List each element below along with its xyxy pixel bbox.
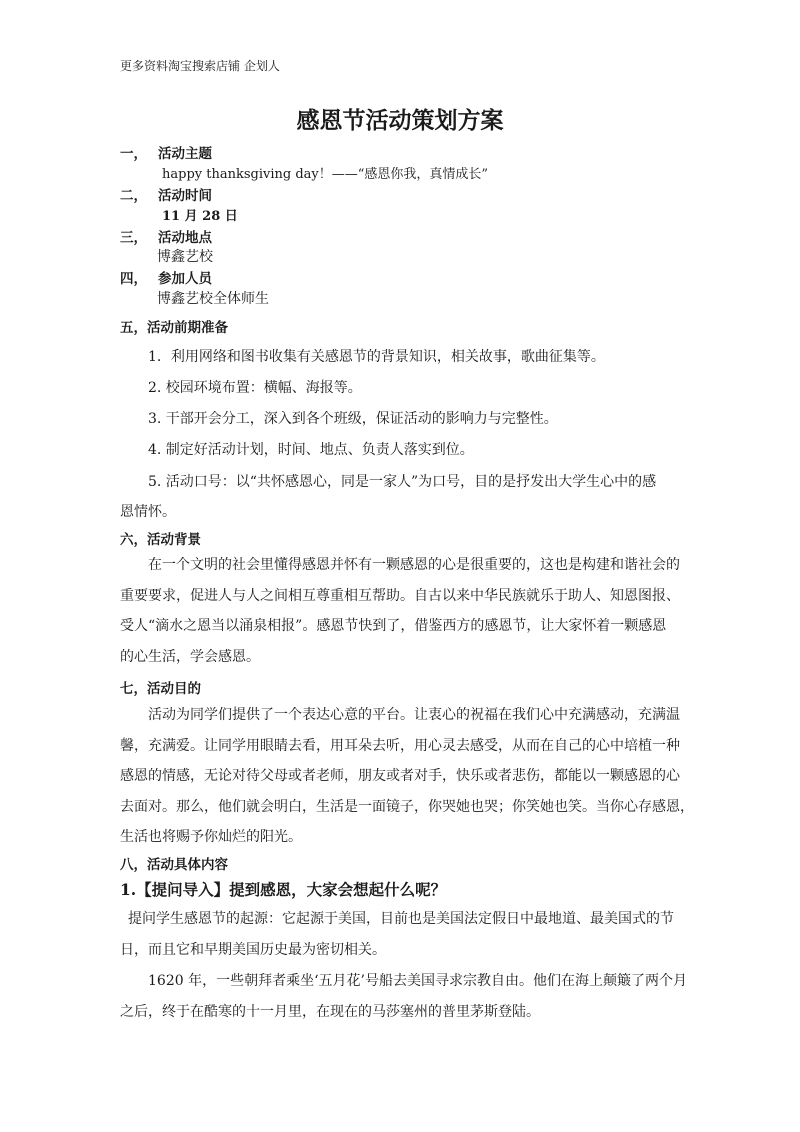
list-item: 5. 活动口号：以“共怀感恩心，同是一家人”为口号，目的是抒发出大学生心中的感 (148, 474, 657, 490)
section-1-heading (120, 142, 212, 162)
section-2-heading (120, 184, 212, 204)
list-item: 4. 制定好活动计划，时间、地点、负责人落实到位。 (148, 442, 474, 458)
section-6-heading: 六，活动背景 (120, 532, 201, 548)
section-4-title: 参加人员 (158, 271, 212, 287)
list-item-continuation: 恩情怀。 (120, 504, 176, 520)
document-title: 感恩节活动策划方案 (296, 107, 504, 134)
section-1-content: happy thanksgiving day！——“感恩你我，真情成长” (162, 167, 489, 182)
paragraph-line: 在一个文明的社会里懂得感恩并怀有一颗感恩的心是很重要的，这也是构建和谐社会的 (148, 557, 680, 573)
section-4-number: 四， (120, 271, 147, 287)
section-4-content: 博鑫艺校全体师生 (157, 291, 269, 307)
paragraph-line: 受人“滴水之恩当以涌泉相报”。感恩节快到了，借鉴西方的感恩节，让大家怀着一颗感恩 (120, 618, 667, 634)
section-8-subheading: 1.【提问导入】提到感恩，大家会想起什么呢？ (120, 880, 447, 899)
paragraph-line: 活动为同学们提供了一个表达心意的平台。让衷心的祝福在我们心中充满感动，充满温 (148, 707, 680, 723)
paragraph-line: 生活也将赐予你灿烂的阳光。 (120, 829, 302, 845)
section-2-content: 11 月 28 日 (162, 209, 238, 224)
section-1-number: 一， (120, 146, 147, 162)
section-3-title: 活动地点 (158, 230, 212, 246)
paragraph-line: 重要要求，促进人与人之间相互尊重相互帮助。自古以来中华民族就乐于助人、知恩图报、 (120, 587, 680, 604)
section-2-number: 二， (120, 188, 147, 204)
section-8-paragraph-2 (120, 966, 687, 1027)
paragraph-line: 之后，终于在酷寒的十一月里，在现在的马莎塞州的普里茅斯登陆。 (120, 1003, 540, 1020)
paragraph-line: 日，而且它和早期美国历史最为密切相关。 (120, 941, 386, 958)
paragraph-line: 感恩的情感，无论对待父母或者老师，朋友或者对手，快乐或者悲伤，都能以一颗感恩的心 (120, 768, 680, 784)
list-item: 2. 校园环境布置：横幅、海报等。 (148, 380, 362, 396)
paragraph-line: 馨，充满爱。让同学用眼睛去看，用耳朵去听，用心灵去感受，从而在自己的心中培植一种 (120, 737, 680, 754)
list-item: 3. 干部开会分工，深入到各个班级，保证活动的影响力与完整性。 (148, 411, 558, 427)
section-8-paragraph-1 (120, 904, 684, 965)
header-note: 更多资料淘宝搜索店铺 企划人 (120, 59, 280, 73)
section-7-paragraph (120, 700, 694, 853)
section-3-content: 博鑫艺校 (157, 249, 213, 265)
section-5-heading: 五，活动前期准备 (120, 320, 228, 336)
list-item: 1．利用网络和图书收集有关感恩节的背景知识，相关故事，歌曲征集等。 (148, 349, 605, 365)
section-7-heading: 七，活动目的 (120, 681, 201, 697)
section-8-heading: 八，活动具体内容 (120, 857, 228, 873)
section-4-heading (120, 267, 212, 287)
section-1-title: 活动主题 (158, 146, 212, 162)
section-2-title: 活动时间 (158, 188, 212, 204)
paragraph-line: 的心生活，学会感恩。 (120, 648, 260, 665)
paragraph-line: 提问学生感恩节的起源：它起源于美国，目前也是美国法定假日中最地道、最美国式的节 (128, 911, 674, 927)
paragraph-line: 1620 年，一些朝拜者乘坐‘五月花’号船去美国寻求宗教自由。他们在海上颠簸了两个月 (148, 973, 687, 989)
paragraph-line: 去面对。那么，他们就会明白，生活是一面镜子，你哭她也哭；你笑她也笑。当你心存感恩， (120, 798, 694, 815)
section-6-paragraph (120, 550, 684, 672)
section-3-number: 三， (120, 230, 147, 246)
section-3-heading (120, 226, 212, 246)
